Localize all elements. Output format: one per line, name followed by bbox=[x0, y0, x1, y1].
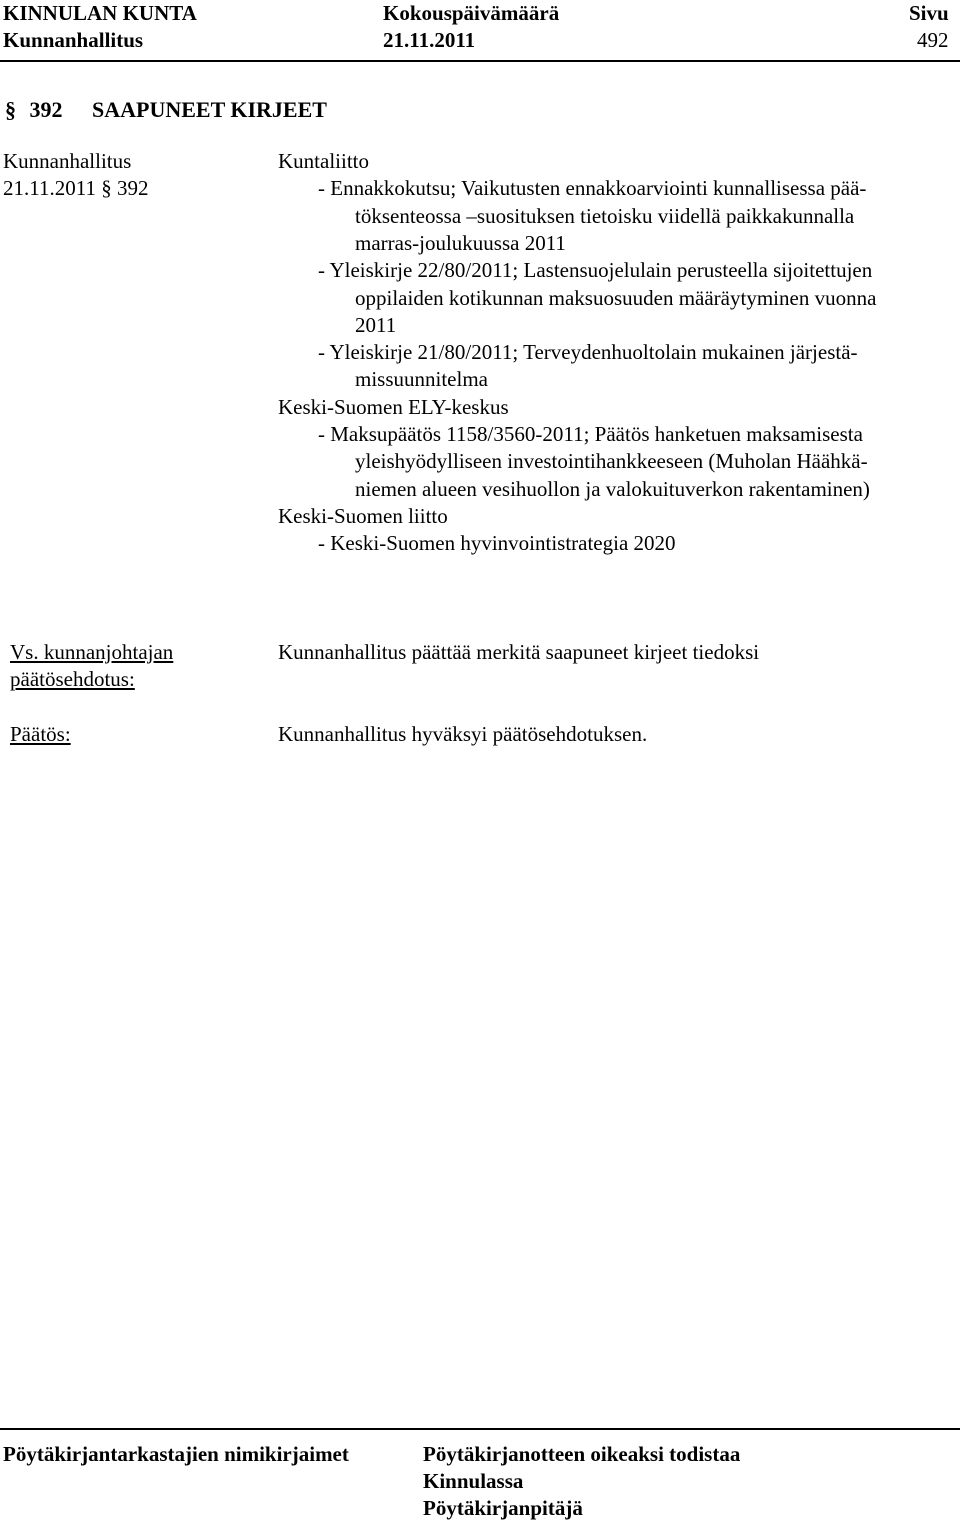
letter-line: - Ennakkokutsu; Vaikutusten ennakkoarviointi kunnallisessa pää- bbox=[318, 176, 867, 200]
proposal-label-line2: päätösehdotus: bbox=[10, 667, 135, 691]
reference-number: 392 bbox=[116, 176, 149, 200]
header-page-number: 492 bbox=[917, 28, 949, 52]
letter-line: marras-joulukuussa 2011 bbox=[355, 231, 566, 255]
letter-line: niemen alueen vesihuollon ja valokuituverkon rakentaminen) bbox=[355, 477, 870, 501]
reference-line bbox=[3, 175, 148, 202]
letter-line: yleishyödylliseen investointihankkeeseen (Muholan Häähkä- bbox=[355, 449, 868, 473]
header-divider bbox=[0, 60, 960, 62]
letter-line: - Maksupäätös 1158/3560-2011; Päätös hanketuen maksamisesta bbox=[318, 422, 863, 446]
decision-text: Kunnanhallitus hyväksyi päätösehdotuksen. bbox=[278, 722, 648, 746]
letter-line: oppilaiden kotikunnan maksuosuuden määräytyminen vuonna bbox=[355, 286, 877, 310]
letter-line: 2011 bbox=[355, 313, 397, 337]
section-symbol: § bbox=[5, 97, 16, 122]
section-heading bbox=[5, 96, 327, 123]
letter-line: Keski-Suomen ELY-keskus bbox=[278, 395, 509, 419]
header-date-label: Kokouspäivämäärä bbox=[383, 1, 560, 25]
letter-line: Kuntaliitto bbox=[278, 149, 369, 173]
letter-line: missuunnitelma bbox=[355, 367, 488, 391]
header-body: Kunnanhallitus bbox=[3, 28, 144, 52]
section-title: SAAPUNEET KIRJEET bbox=[92, 97, 327, 122]
letter-line: - Yleiskirje 21/80/2011; Terveydenhuoltolain mukainen järjestä- bbox=[318, 340, 858, 364]
header-page-label: Sivu bbox=[909, 1, 949, 25]
proposal-text: Kunnanhallitus päättää merkitä saapuneet kirjeet tiedoksi bbox=[278, 640, 760, 664]
reference-date: 21.11.2011 bbox=[3, 176, 96, 200]
proposal-label-line1: Vs. kunnanjohtajan bbox=[10, 640, 174, 664]
reference-body: Kunnanhallitus bbox=[3, 149, 132, 173]
header-date: 21.11.2011 bbox=[383, 28, 476, 52]
header-municipality: KINNULAN KUNTA bbox=[3, 1, 197, 25]
decision-label: Päätös: bbox=[10, 722, 71, 746]
letter-line: - Keski-Suomen hyvinvointistrategia 2020 bbox=[318, 531, 676, 555]
reference-symbol: § bbox=[101, 176, 112, 200]
letter-line: Keski-Suomen liitto bbox=[278, 504, 448, 528]
footer-right-line3: Pöytäkirjanpitäjä bbox=[423, 1496, 583, 1520]
letter-line: - Yleiskirje 22/80/2011; Lastensuojelulain perusteella sijoitettujen bbox=[318, 258, 873, 282]
letter-line: töksenteossa –suosituksen tietoisku viidellä paikkakunnalla bbox=[355, 204, 855, 228]
footer-divider bbox=[0, 1428, 960, 1430]
footer-right-line2: Kinnulassa bbox=[423, 1469, 524, 1493]
footer-right-line1: Pöytäkirjanotteen oikeaksi todistaa bbox=[423, 1442, 741, 1466]
section-number: 392 bbox=[29, 97, 63, 122]
footer-left: Pöytäkirjantarkastajien nimikirjaimet bbox=[3, 1442, 349, 1466]
